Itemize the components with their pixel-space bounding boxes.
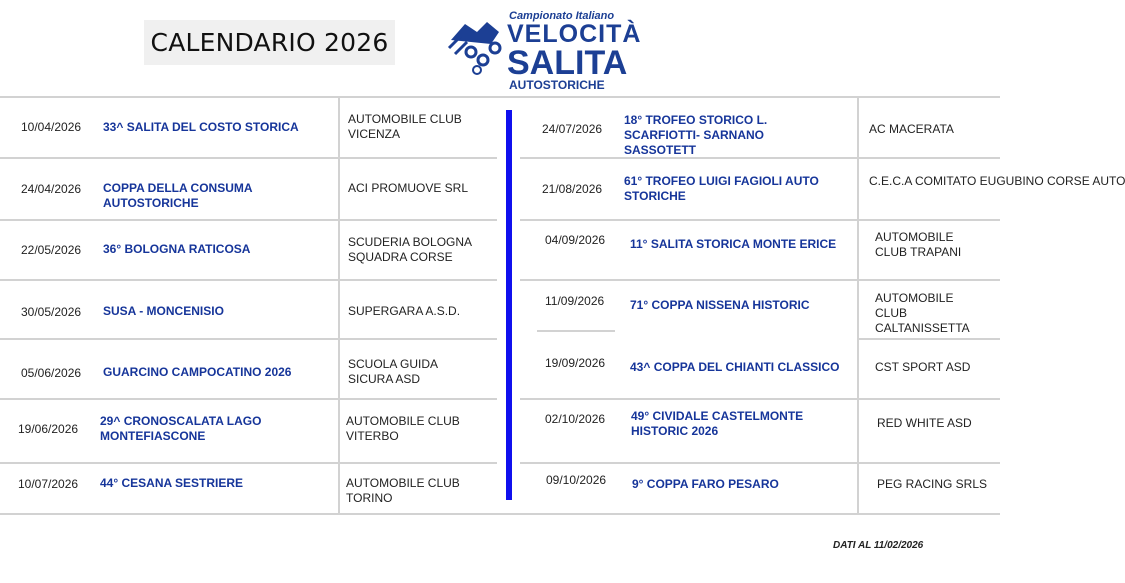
grid-line bbox=[0, 157, 338, 159]
grid-line bbox=[340, 398, 497, 400]
grid-line bbox=[859, 398, 1000, 400]
left-row-3-organizer: SCUDERIA BOLOGNA SQUADRA CORSE bbox=[348, 235, 472, 264]
logo-line-3: SALITA bbox=[507, 44, 628, 82]
grid-line bbox=[859, 462, 1000, 464]
left-row-2-event: COPPA DELLA CONSUMA AUTOSTORICHE bbox=[103, 181, 253, 210]
grid-line bbox=[0, 279, 338, 281]
right-row-2-date: 21/08/2026 bbox=[542, 182, 603, 196]
left-row-1-event: 33^ SALITA DEL COSTO STORICA bbox=[103, 120, 299, 134]
right-row-2-organizer: C.E.C.A COMITATO EUGUBINO CORSE AUTO bbox=[869, 174, 1125, 188]
right-row-4-organizer: AUTOMOBILE CLUB CALTANISSETTA bbox=[875, 291, 970, 335]
grid-line bbox=[0, 338, 338, 340]
grid-line bbox=[859, 157, 1000, 159]
grid-line bbox=[520, 219, 857, 221]
grid-line bbox=[340, 219, 497, 221]
grid-line bbox=[338, 96, 340, 515]
logo-line-1: Campionato Italiano bbox=[509, 10, 615, 22]
left-row-3-date: 22/05/2026 bbox=[21, 243, 82, 257]
grid-line bbox=[859, 338, 1000, 340]
grid-line bbox=[520, 462, 857, 464]
left-row-7-organizer: AUTOMOBILE CLUB TORINO bbox=[346, 476, 460, 505]
data-date-note: DATI AL 11/02/2026 bbox=[833, 540, 924, 551]
right-row-5-event: 43^ COPPA DEL CHIANTI CLASSICO bbox=[630, 360, 840, 374]
championship-logo bbox=[447, 8, 642, 94]
column-divider bbox=[506, 110, 512, 500]
left-row-2-organizer: ACI PROMUOVE SRL bbox=[348, 181, 469, 195]
left-row-3-event: 36° BOLOGNA RATICOSA bbox=[103, 242, 251, 256]
grid-line bbox=[340, 338, 497, 340]
grid-line bbox=[0, 513, 1000, 515]
left-row-7-date: 10/07/2026 bbox=[18, 477, 79, 491]
right-row-1-organizer: AC MACERATA bbox=[869, 122, 954, 136]
left-row-4-event: SUSA - MONCENISIO bbox=[103, 304, 224, 318]
left-row-6-organizer: AUTOMOBILE CLUB VITERBO bbox=[346, 414, 460, 443]
left-row-7-event: 44° CESANA SESTRIERE bbox=[100, 476, 244, 490]
grid-line bbox=[537, 330, 615, 332]
right-row-4-date: 11/09/2026 bbox=[545, 294, 605, 308]
right-row-7-event: 9° COPPA FARO PESARO bbox=[632, 477, 779, 491]
grid-line bbox=[520, 398, 857, 400]
right-row-6-event: 49° CIVIDALE CASTELMONTE HISTORIC 2026 bbox=[631, 409, 804, 438]
left-row-5-event: GUARCINO CAMPOCATINO 2026 bbox=[103, 365, 292, 379]
grid-line bbox=[340, 279, 497, 281]
left-row-5-date: 05/06/2026 bbox=[21, 366, 82, 380]
right-row-5-date: 19/09/2026 bbox=[545, 356, 606, 370]
left-row-4-organizer: SUPERGARA A.S.D. bbox=[348, 304, 461, 318]
left-row-5-organizer: SCUOLA GUIDA SICURA ASD bbox=[348, 357, 438, 386]
racing-car-logo-icon bbox=[447, 18, 509, 78]
right-row-3-date: 04/09/2026 bbox=[545, 233, 606, 247]
left-row-1-date: 10/04/2026 bbox=[21, 120, 82, 134]
right-row-6-date: 02/10/2026 bbox=[545, 412, 606, 426]
right-row-7-organizer: PEG RACING SRLS bbox=[877, 477, 988, 491]
right-row-7-date: 09/10/2026 bbox=[546, 473, 607, 487]
grid-line bbox=[0, 398, 338, 400]
right-row-6-organizer: RED WHITE ASD bbox=[877, 416, 972, 430]
right-row-3-organizer: AUTOMOBILE CLUB TRAPANI bbox=[875, 230, 962, 259]
grid-line bbox=[0, 96, 1000, 98]
page-title: CALENDARIO 2026 bbox=[144, 20, 395, 65]
grid-line bbox=[0, 219, 338, 221]
right-row-4-event: 71° COPPA NISSENA HISTORIC bbox=[630, 298, 810, 312]
right-row-1-event: 18° TROFEO STORICO L. SCARFIOTTI- SARNANO SASSOTETT bbox=[624, 113, 768, 157]
left-row-6-event: 29^ CRONOSCALATA LAGO MONTEFIASCONE bbox=[100, 414, 262, 443]
right-row-3-event: 11° SALITA STORICA MONTE ERICE bbox=[630, 237, 837, 251]
grid-line bbox=[859, 279, 1000, 281]
right-row-2-event: 61° TROFEO LUIGI FAGIOLI AUTO STORICHE bbox=[624, 174, 819, 203]
left-row-2-date: 24/04/2026 bbox=[21, 182, 82, 196]
left-row-6-date: 19/06/2026 bbox=[18, 422, 79, 436]
left-row-4-date: 30/05/2026 bbox=[21, 305, 82, 319]
logo-line-4: AUTOSTORICHE bbox=[509, 78, 605, 92]
grid-line bbox=[340, 462, 497, 464]
grid-line bbox=[857, 96, 859, 515]
right-row-5-organizer: CST SPORT ASD bbox=[875, 360, 971, 374]
grid-line bbox=[0, 462, 338, 464]
right-row-1-date: 24/07/2026 bbox=[542, 122, 603, 136]
logo-line-2: VELOCITÀ bbox=[507, 20, 642, 48]
grid-line bbox=[520, 279, 857, 281]
grid-line bbox=[859, 219, 1000, 221]
grid-line bbox=[340, 157, 497, 159]
left-row-1-organizer: AUTOMOBILE CLUB VICENZA bbox=[348, 112, 462, 141]
